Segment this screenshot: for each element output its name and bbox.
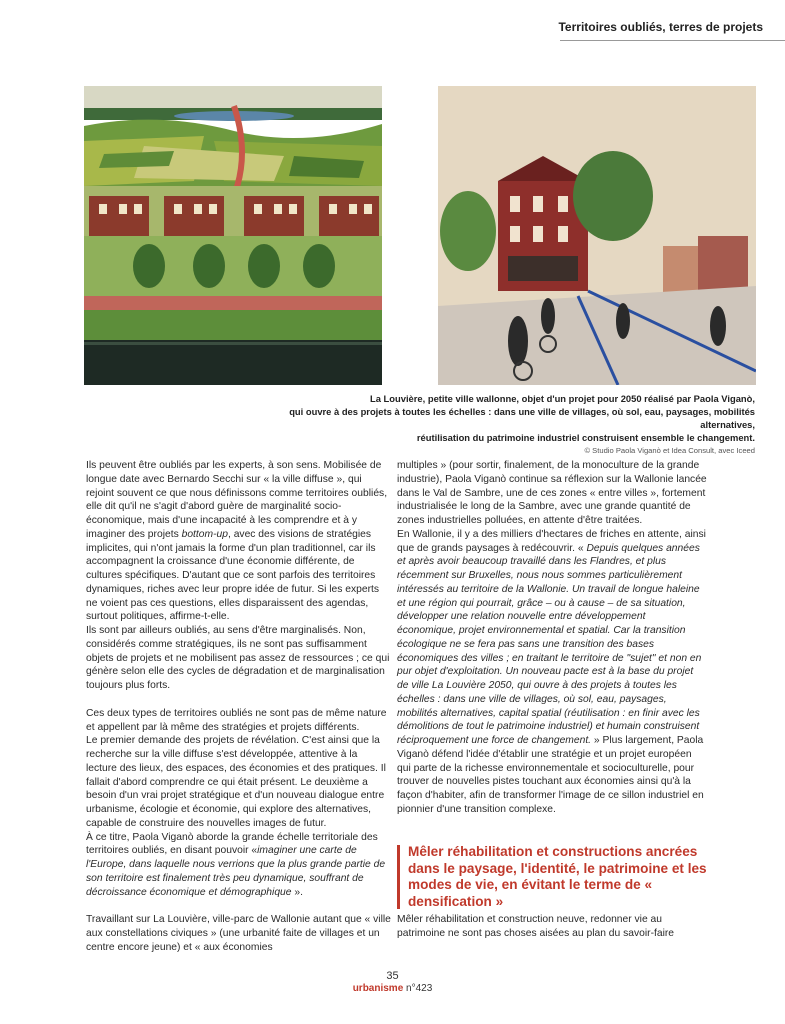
article-column-left xyxy=(86,459,391,955)
paragraph: multiples » (pour sortir, finalement, de la monoculture de la grande industrie), Paola Viganò continue sa réflexion sur la Wallonie lancée dans le Val de Sambre, une de ces zones « entre villes », fortement industrialisée le long de la Sambre, avec une grande quantité de zones industrielles polluées, en attente d'être traitées. xyxy=(397,460,707,526)
header-rule xyxy=(560,40,785,41)
paragraph: Mêler réhabilitation et construction neuve, redonner vie au patrimoine ne sont pas choses aisées au plan du savoir-faire xyxy=(397,914,675,939)
page-number: 35 xyxy=(386,970,399,982)
caption-line-1: La Louvière, petite ville wallonne, objet d'un projet pour 2050 réalisé par Paola Viganò, xyxy=(370,393,755,404)
paragraph: Travaillant sur La Louvière, ville-parc de Wallonie autant que « ville aux constellations civiques » (une urbanité faite de villages et un centre encore jeune) et « aux économies xyxy=(86,914,391,953)
street-illustration xyxy=(438,86,756,385)
paragraph: En Wallonie, il y a des milliers d'hectares de friches en attente, ainsi que de grands paysages à redécouvrir. « Depuis quelques années et après avoir beaucoup travaillé dans les Flandres, et plus récemment sur Bruxelles, nous nous sommes particulièrement intéressés au territoire de la Wallonie. Un travail de longue haleine et une région qui pourrait, grâce – ou à cause – de sa situation, développer une relation nouvelle entre développement économique, projet environnemental et spatial. Car la transition écologique ne se fera pas sans une transition des bases économiques des villes ; en traitant le territoire de "sujet" et non en pur objet d'exploitation. Un nouveau pacte est à la base du projet de ville La Louvière 2050, qui ouvre à des projets à toutes les échelles : dans une ville de villages, où sol, eau, paysages, mobilités alternatives, capital spatial (réutilisation : en finir avec les démolitions de tout le patrimoine industriel) et humain construisent réciproquement une force de changement. » Plus largement, Paola Viganò défend l'idée d'établir une stratégie et un projet européen qui parte de la richesse environnementale et socioculturelle, pour trouver de nouvelles pistes touchant aux économies ainsi qu'à la façon d'habiter, afin de transformer l'image de ce sillon industriel en pionnier d'une transition complexe. xyxy=(397,528,706,815)
paragraph: Ces deux types de territoires oubliés ne sont pas de même nature et appellent par là même des stratégies et projets différents. xyxy=(86,707,387,733)
paragraph: Ils sont par ailleurs oubliés, au sens d'être marginalisés. Non, considérés comme stratégiques, ils ne sont pas suffisamment objets de projets et ne mobilisent pas assez de ressources ; ce qui génère selon elle des cycles de dégradation et de marginalisation toujours plus forts. xyxy=(86,625,390,691)
subhead-accent-bar xyxy=(397,845,400,909)
paragraph: Le premier demande des projets de révélation. C'est ainsi que la recherche sur la ville diffuse s'est développée, attentive à la lecture des lieux, des espaces, des économies et des pratiques. Il fallait d'abord comprendre ce qui était présent. Le deuxième a besoin d'un vrai projet stratégique et d'un nouveau dialogue entre urbanisme, écologie et économie, qui explore des alternatives, capable de construire des nouvelles images de futur. xyxy=(86,735,386,829)
magazine-footer xyxy=(0,983,785,994)
caption-line-2: qui ouvre à des projets à toutes les échelles : dans une ville de villages, où sol, eau, paysages, mobilités alternatives, xyxy=(289,406,755,430)
paragraph: À ce titre, Paola Viganò aborde la grande échelle territoriale des territoires oubliés, en disant pouvoir «imaginer une carte de l'Europe, dans laquelle nous verrions que la plus grande partie de son territoire est finalement très peu dynamique, souffrant de décroissance économique et démographique ». xyxy=(86,831,386,898)
section-subheading: Mêler réhabilitation et constructions ancrées dans le paysage, l'identité, le patrimoine et les modes de vie, en évitant le terme de « densification » xyxy=(408,844,707,909)
section-title: Territoires oubliés, terres de projets xyxy=(558,20,763,34)
article-column-right xyxy=(397,459,707,817)
figure-caption xyxy=(285,392,755,457)
image-credit: © Studio Paola Viganò et Idea Consult, avec Iceed xyxy=(584,446,755,455)
caption-line-3: réutilisation du patrimoine industriel construisent ensemble le changement. xyxy=(416,432,755,443)
paragraph: Ils peuvent être oubliés par les experts, à son sens. Mobilisée de longue date avec Bernardo Secchi sur « la ville diffuse », qui rejoint souvent ce que nous définissons comme territoires oubliés, elle dit qu'il ne s'agit d'abord guère de marginalité socio-économique, mais d'une incapacité à les comprendre et à y imaginer des projets bottom-up, avec des visions de stratégies implicites, qui n'ont jamais la forme d'un plan traditionnel, car ils accompagnent la croissance d'une économie différente, de cultures spécifiques. D'autant que ce sont parfois des territoires dynamiques, riches avec leur propre idée de futur. Si les experts ne voient pas ces questions, elles disparaissent des agendas, surtout politiques, affirme-t-elle. xyxy=(86,460,388,623)
issue-number: n°423 xyxy=(406,983,433,994)
magazine-logo: urbanisme xyxy=(352,983,404,994)
landscape-illustration xyxy=(84,86,382,385)
